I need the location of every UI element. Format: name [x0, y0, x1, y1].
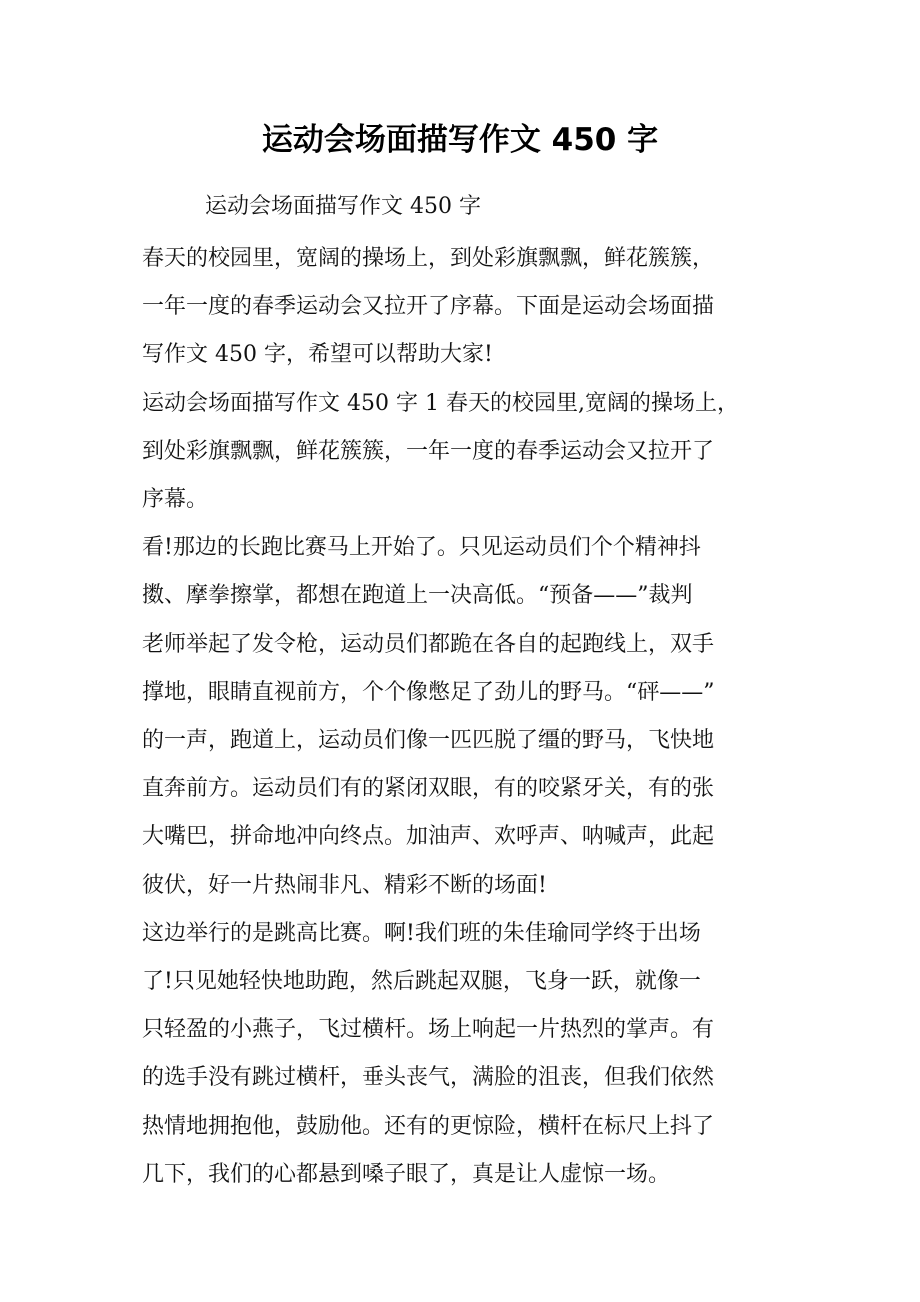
text-line: 写作文 450 字，希望可以帮助大家! [142, 342, 493, 368]
paragraph-intro [142, 235, 782, 380]
document-title: 运动会场面描写作文 450 字 [261, 122, 659, 158]
text-line: 这边举行的是跳高比赛。啊!我们班的朱佳瑜同学终于出场 [142, 920, 701, 946]
text-line: 一年一度的春季运动会又拉开了序幕。下面是运动会场面描 [142, 294, 715, 320]
text-line: 的一声，跑道上，运动员们像一匹匹脱了缰的野马，飞快地 [142, 728, 715, 754]
text-line: 春天的校园里，宽阔的操场上，到处彩旗飘飘，鲜花簇簇， [142, 246, 715, 271]
text-line: 大嘴巴，拼命地冲向终点。加油声、欢呼声、呐喊声，此起 [142, 824, 715, 850]
text-line: 看!那边的长跑比赛马上开始了。只见运动员们个个精神抖 [142, 535, 701, 561]
text-line: 几下，我们的心都悬到嗓子眼了，真是让人虚惊一场。 [142, 1161, 671, 1187]
document-subtitle: 运动会场面描写作文 450 字 [205, 194, 481, 219]
text-line: 了!只见她轻快地助跑，然后跳起双腿，飞身一跃，就像一 [142, 969, 701, 995]
text-line: 运动会场面描写作文 450 字 1 春天的校园里,宽阔的操场上， [142, 390, 739, 416]
text-line: 序幕。 [142, 487, 209, 513]
paragraph-high-jump [142, 910, 782, 1199]
text-line: 撑地，眼睛直视前方，个个像憋足了劲儿的野马。“砰——” [142, 679, 715, 705]
paragraph-long-run [142, 524, 782, 910]
text-line: 直奔前方。运动员们有的紧闭双眼，有的咬紧牙关，有的张 [142, 776, 715, 802]
paragraph-essay-opening [142, 380, 782, 525]
text-line: 热情地拥抱他，鼓励他。还有的更惊险，横杆在标尺上抖了 [142, 1113, 715, 1139]
document-body [142, 235, 782, 1199]
text-line: 到处彩旗飘飘，鲜花簇簇，一年一度的春季运动会又拉开了 [142, 438, 715, 464]
text-line: 老师举起了发令枪，运动员们都跪在各自的起跑线上，双手 [142, 631, 715, 657]
text-line: 的选手没有跳过横杆，垂头丧气，满脸的沮丧，但我们依然 [142, 1065, 715, 1091]
text-line: 只轻盈的小燕子，飞过横杆。场上响起一片热烈的掌声。有 [142, 1017, 715, 1043]
text-line: 彼伏，好一片热闹非凡、精彩不断的场面! [142, 872, 547, 898]
text-line: 擞、摩拳擦掌，都想在跑道上一决高低。“预备——”裁判 [142, 583, 693, 609]
